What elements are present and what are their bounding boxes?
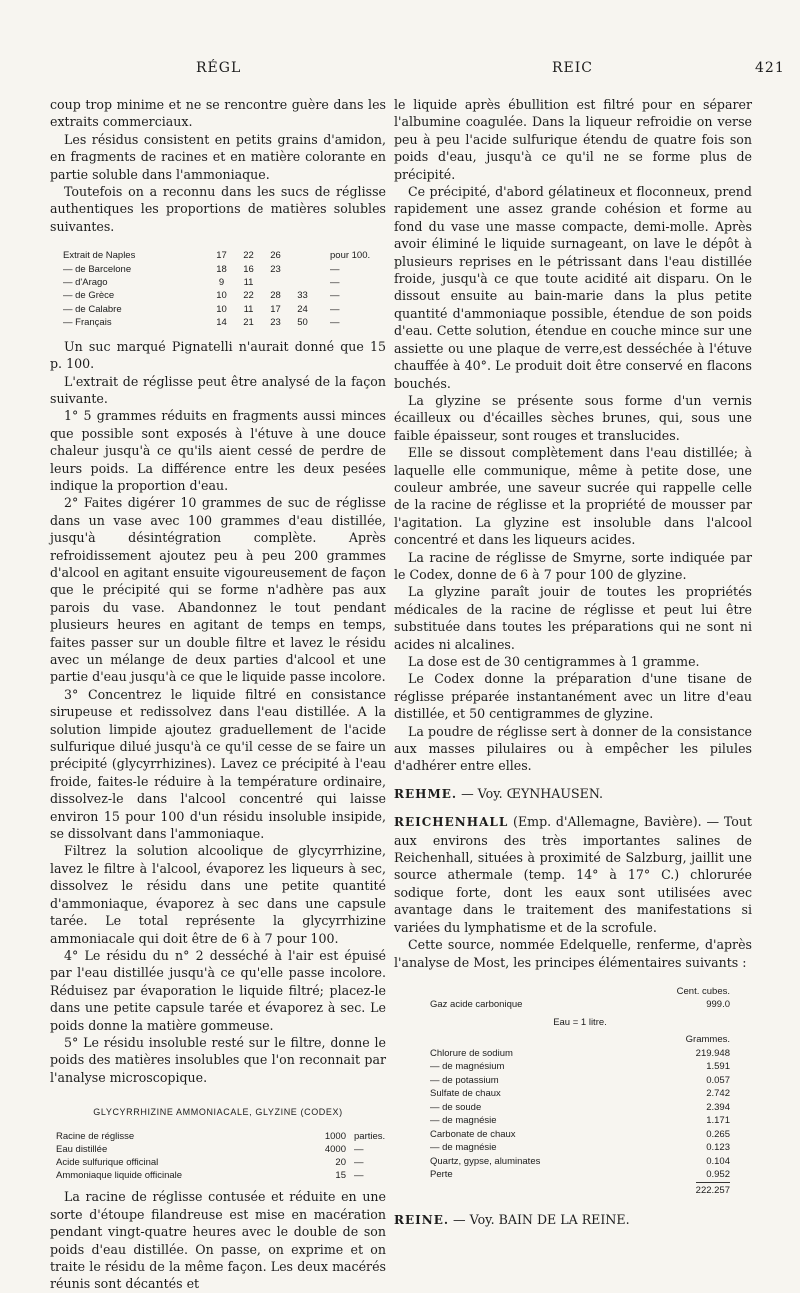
paragraph: Un suc marqué Pignatelli n'aurait donné que 15 p. 100. bbox=[50, 338, 386, 372]
extract-label: — Français bbox=[63, 317, 112, 329]
entry-text: — Voy. BAIN DE LA REINE. bbox=[449, 1212, 630, 1228]
extract-value: 11 bbox=[243, 303, 254, 315]
paragraph: 4° Le résidu du n° 2 desséché à l'air est épuisé par l'eau distillée jusqu'à ce qu'elle passe incolore. Réduisez par évaporation le liquide filtré; placez-le dans une petite capsule tarée et évaporez à sec. Le poids donne la matière gommeuse. bbox=[50, 947, 386, 1033]
gram-unit-label: Grammes. bbox=[685, 1034, 730, 1046]
composition-substance: — de magnésie bbox=[430, 1115, 497, 1127]
extract-value: 23 bbox=[270, 317, 281, 329]
page-number: 421 bbox=[755, 60, 785, 76]
gas-unit-label: Cent. cubes. bbox=[676, 985, 730, 997]
composition-value: 0.123 bbox=[706, 1142, 730, 1154]
recipe-row bbox=[56, 1143, 385, 1156]
extract-value: 26 bbox=[270, 250, 281, 262]
paragraph: Elle se dissout complètement dans l'eau distillée; à laquelle elle communique, même à petite dose, une couleur ambrée, une saveur sucrée qui rappelle celle de la racine de réglisse et la propriété de mousser par l'agitation. La glyzine est insoluble dans l'alcool concentré et dans les liqueurs acides. bbox=[394, 445, 752, 548]
recipe-ingredient: Eau distillée bbox=[56, 1143, 108, 1155]
paragraph: le liquide après ébullition est filtré pour en séparer l'albumine coagulée. Dans la liqueur refroidie on verse peu à peu l'acide sulfurique étendu de quatre fois son poids d'eau, jusqu'à ce qu'il ne se forme plus de précipité. bbox=[394, 97, 752, 182]
composition-row bbox=[430, 1060, 730, 1074]
composition-substance: Carbonate de chaux bbox=[430, 1128, 516, 1140]
entry-head: REINE. bbox=[394, 1213, 450, 1228]
entry-text: (Emp. d'Allemagne, Bavière). — Tout aux environs des très importantes salines de Reichenhall, situées à proximité de Salzburg, jaillit une source athermale (temp. 14° à 17° C.) chlorurée sodique forte, dont les eaux sont utilisées avec avantage dans le traitement des manifestations si variées du lymphatisme et de la scrofule. bbox=[394, 814, 752, 935]
entry-rehme bbox=[394, 785, 752, 803]
composition-substance: Quartz, gypse, aluminates bbox=[430, 1155, 541, 1167]
extract-value: 23 bbox=[270, 263, 281, 275]
gas-name: Gaz acide carbonique bbox=[430, 999, 523, 1011]
composition-value: 0.952 bbox=[706, 1169, 730, 1181]
composition-total: 222.257 bbox=[696, 1182, 730, 1198]
paragraph: 1° 5 grammes réduits en fragments aussi minces que possible sont exposés à l'étuve à une douce chaleur jusqu'à ce qu'ils aient cessé de perdre de leurs poids. La différence entre les deux pesées indique la proportion d'eau. bbox=[50, 408, 386, 493]
composition-row bbox=[430, 1155, 730, 1169]
composition-value: 1.591 bbox=[706, 1061, 730, 1073]
extract-row bbox=[60, 303, 373, 316]
composition-value: 2.394 bbox=[706, 1101, 730, 1113]
recipe-ingredient: Acide sulfurique officinal bbox=[56, 1156, 159, 1168]
extract-value: 17 bbox=[216, 250, 227, 262]
paragraph: 5° Le résidu insoluble resté sur le filtre, donne le poids des matières insolubles que l'on reconnait par l'analyse microscopique. bbox=[50, 1034, 386, 1085]
extract-value: 33 bbox=[297, 290, 308, 302]
extract-value: 14 bbox=[216, 317, 227, 329]
left-column bbox=[50, 96, 386, 1293]
running-head-left: RÉGL bbox=[196, 60, 242, 76]
entry-text: — Voy. ŒYNHAUSEN. bbox=[457, 785, 604, 801]
paragraph: Cette source, nommée Edelquelle, renferme, d'après l'analyse de Most, les principes élémentaires suivants : bbox=[394, 937, 752, 970]
entry-reichenhall bbox=[394, 813, 752, 936]
extract-value: 21 bbox=[243, 317, 254, 329]
extract-row bbox=[60, 316, 373, 329]
composition-value: 219.948 bbox=[695, 1047, 730, 1059]
paragraph: La dose est de 30 centigrammes à 1 gramme. bbox=[408, 654, 700, 669]
paragraph: Filtrez la solution alcoolique de glycyrrhizine, lavez le filtre à l'alcool, évaporez les liqueurs à sec, dissolvez le résidu dans une petite quantité d'ammoniaque, évaporez à sec dans une capsule tarée. Le total représente la glycyrrhizine ammoniacale qui doit être de 6 à 7 pour 100. bbox=[50, 843, 386, 946]
composition-substance: — de potassium bbox=[430, 1074, 499, 1086]
paragraph: Ce précipité, d'abord gélatineux et floconneux, prend rapidement une assez grande cohésion et forme au fond du vase une masse compacte, demi-molle. Après avoir éliminé le liquide surnageant, on lave le dépôt à plusieurs reprises en le pétrissant dans l'eau distillée froide, jusqu'à ce que toute acidité ait disparu. On le dissout ensuite au bain-marie dans la plus petite quantité d'ammoniaque possible, étendue de son poids d'eau. Cette solution, étendue en couche mince sur une assiette ou une plaque de verre,est desséchée à l'étuve chauffée à 40°. Le produit doit être conservé en flacons bouchés. bbox=[394, 184, 752, 391]
composition-value: 0.104 bbox=[706, 1155, 730, 1167]
extract-label: Extrait de Naples bbox=[63, 250, 136, 262]
composition-value: 1.171 bbox=[706, 1115, 730, 1127]
recipe-quantity: 20 bbox=[335, 1156, 346, 1168]
paragraph: La glyzine paraît jouir de toutes les propriétés médicales de la racine de réglisse et peut lui être substituée dans toutes les préparations qui ne sont ni acides ni alcalines. bbox=[394, 584, 752, 652]
extract-value: 9 bbox=[218, 277, 225, 289]
composition-table bbox=[430, 985, 730, 1198]
composition-value: 2.742 bbox=[706, 1088, 730, 1100]
extract-unit: — bbox=[330, 303, 340, 315]
extract-value: 18 bbox=[216, 263, 227, 275]
right-column bbox=[394, 96, 752, 1230]
extract-value: 28 bbox=[270, 290, 281, 302]
extract-label: — de Grèce bbox=[63, 290, 115, 302]
recipe-unit: — bbox=[354, 1156, 364, 1168]
extract-value: 10 bbox=[216, 303, 227, 315]
paragraph: 2° Faites digérer 10 grammes de suc de réglisse dans un vase avec 100 grammes d'eau distillée, jusqu'à désintégration complète. Après refroidissement ajoutez peu à peu 200 grammes d'alcool en agitant ensuite vigoureusement de façon que le précipité qui se forme n'adhère pas aux parois du vase. Abandonnez le tout pendant plusieurs heures en agitant de temps en temps, faites passer sur un double filtre et lavez le résidu avec un mélange de deux parties d'alcool et une partie d'eau jusqu'à ce que le liquide passe incolore. bbox=[50, 495, 386, 685]
recipe-unit: — bbox=[354, 1170, 364, 1182]
paragraph: coup trop minime et ne se rencontre guère dans les extraits commerciaux. bbox=[50, 97, 386, 130]
recipe-row bbox=[56, 1169, 385, 1182]
extract-label: — de Barcelone bbox=[63, 263, 132, 275]
extract-value: 50 bbox=[297, 317, 308, 329]
recipe-unit: parties. bbox=[354, 1130, 386, 1142]
extract-row bbox=[60, 276, 373, 289]
composition-row bbox=[430, 1047, 730, 1061]
recipe-unit: — bbox=[354, 1143, 364, 1155]
recipe-quantity: 15 bbox=[335, 1170, 346, 1182]
extract-unit: — bbox=[330, 317, 340, 329]
recipe-row bbox=[56, 1130, 385, 1143]
extract-row bbox=[60, 249, 373, 262]
extract-unit: — bbox=[330, 277, 340, 289]
paragraph: Toutefois on a reconnu dans les sucs de réglisse authentiques les proportions de matières solubles suivantes. bbox=[50, 184, 386, 234]
paragraph: La racine de réglisse contusée et réduite en une sorte d'étoupe filandreuse est mise en macération pendant vingt-quatre heures avec le double de son poids d'eau distillée. On passe, on exprime et on traite le résidu de la même façon. Les deux macérés réunis sont décantés et bbox=[50, 1189, 386, 1292]
recipe-quantity: 1000 bbox=[324, 1130, 346, 1142]
composition-row bbox=[430, 1168, 730, 1182]
recipe-ingredient: Racine de réglisse bbox=[56, 1130, 135, 1142]
composition-value: 0.265 bbox=[706, 1128, 730, 1140]
paragraph: La glyzine se présente sous forme d'un vernis écailleux ou d'écailles sèches brunes, qui, sous une faible épaisseur, sont rouges et translucides. bbox=[394, 392, 752, 443]
recipe-quantity: 4000 bbox=[324, 1143, 346, 1155]
composition-row bbox=[430, 1128, 730, 1142]
extract-label: — d'Arago bbox=[63, 277, 108, 289]
composition-substance: — de magnésium bbox=[430, 1061, 505, 1073]
entry-reine bbox=[394, 1211, 752, 1229]
water-label: Eau = 1 litre. bbox=[553, 1016, 607, 1028]
extract-value: 11 bbox=[243, 277, 254, 289]
composition-row bbox=[430, 1101, 730, 1115]
paragraph: Les résidus consistent en petits grains d'amidon, en fragments de racines et en matière colorante en partie soluble dans l'ammoniaque. bbox=[50, 131, 386, 182]
recipe-table bbox=[56, 1130, 385, 1183]
paragraph: L'extrait de réglisse peut être analysé de la façon suivante. bbox=[50, 373, 386, 406]
extract-value: 10 bbox=[216, 290, 227, 302]
extract-label: — de Calabre bbox=[63, 303, 122, 315]
extract-value: 22 bbox=[243, 290, 254, 302]
composition-substance: — de soude bbox=[430, 1101, 482, 1113]
extract-proportion-table bbox=[60, 249, 373, 329]
composition-row bbox=[430, 1074, 730, 1088]
gas-value: 999.0 bbox=[706, 999, 730, 1011]
entry-head: REHME. bbox=[394, 786, 458, 801]
extract-value: 16 bbox=[243, 263, 254, 275]
extract-value bbox=[289, 263, 316, 276]
composition-substance: Sulfate de chaux bbox=[430, 1088, 501, 1100]
composition-row bbox=[430, 1114, 730, 1128]
composition-row bbox=[430, 1141, 730, 1155]
extract-unit: — bbox=[330, 263, 340, 275]
extract-value bbox=[262, 276, 289, 289]
extract-value: 24 bbox=[297, 303, 308, 315]
entry-head: REICHENHALL bbox=[394, 815, 509, 830]
paragraph: Le Codex donne la préparation d'une tisane de réglisse préparée instantanément avec un litre d'eau distillée, et 50 centigrammes de glyzine. bbox=[394, 671, 752, 722]
extract-value bbox=[289, 249, 316, 262]
paragraph: 3° Concentrez le liquide filtré en consistance sirupeuse et redissolvez dans l'eau distillée. A la solution limpide ajoutez graduellement de l'acide sulfurique dilué jusqu'à ce qu'il cesse de se faire un précipité (glycyrrhizines). Lavez ce précipité à l'eau froide, faites-le réduire à la température ordinaire, dissolvez-le dans l'alcool concentré qui laisse environ 15 pour 100 d'un résidu insoluble insipide, se dissolvant dans l'ammoniaque. bbox=[50, 686, 386, 842]
composition-substance: — de magnésie bbox=[430, 1142, 497, 1154]
extract-row bbox=[60, 289, 373, 302]
recipe-ingredient: Ammoniaque liquide officinale bbox=[56, 1170, 183, 1182]
recipe-row bbox=[56, 1156, 385, 1169]
extract-value: 17 bbox=[270, 303, 281, 315]
extract-unit: — bbox=[330, 290, 340, 302]
paragraph: La racine de réglisse de Smyrne, sorte indiquée par le Codex, donne de 6 à 7 pour 100 de glyzine. bbox=[394, 549, 752, 582]
paragraph: La poudre de réglisse sert à donner de la consistance aux masses pilulaires ou à empêcher les pilules d'adhérer entre elles. bbox=[394, 723, 752, 774]
extract-row bbox=[60, 263, 373, 276]
composition-substance: Chlorure de sodium bbox=[430, 1047, 513, 1059]
recipe-title: GLYCYRRHIZINE AMMONIACALE, GLYZINE (CODEX) bbox=[93, 1107, 343, 1118]
extract-value: 22 bbox=[243, 250, 254, 262]
composition-substance: Perte bbox=[430, 1169, 453, 1181]
extract-unit: pour 100. bbox=[330, 250, 371, 262]
composition-row bbox=[430, 1087, 730, 1101]
gas-row bbox=[430, 998, 730, 1012]
running-head-center: REIC bbox=[552, 60, 594, 76]
composition-value: 0.057 bbox=[706, 1074, 730, 1086]
extract-value bbox=[289, 276, 316, 289]
